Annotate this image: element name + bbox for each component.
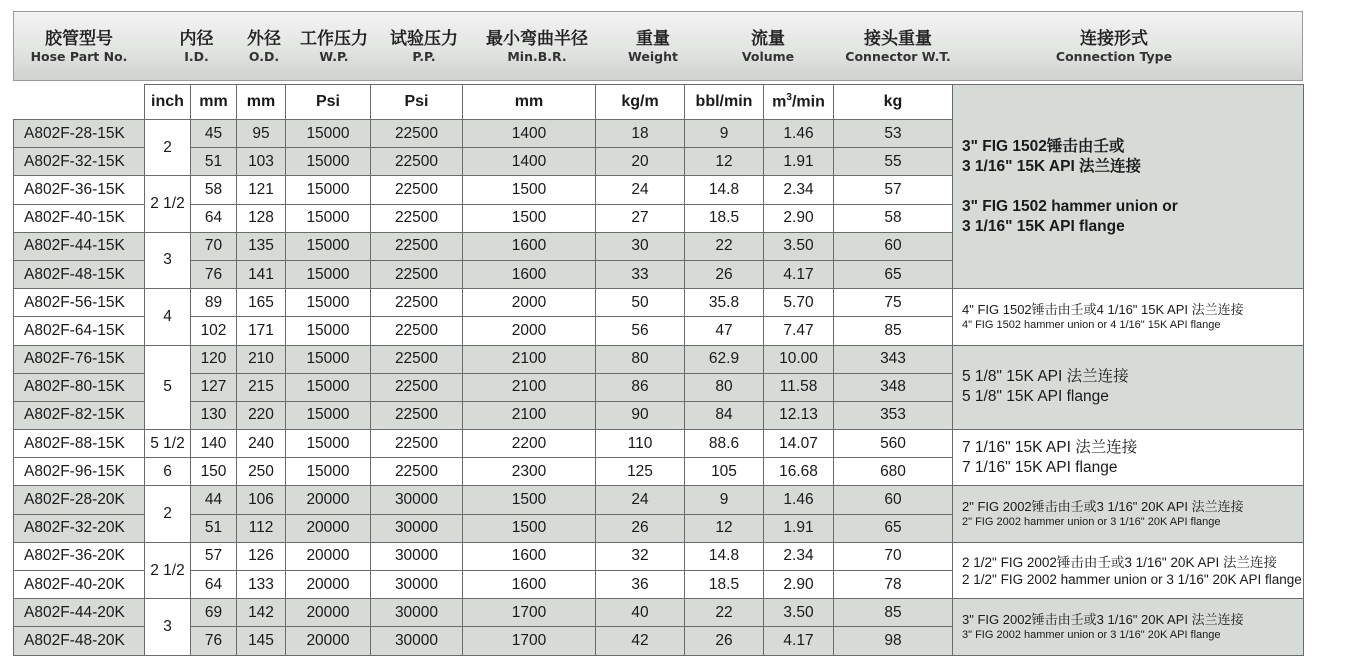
- header-od-en: O.D.: [248, 48, 280, 64]
- wp-cell: 20000: [286, 514, 371, 542]
- part-number-cell: A802F-80-15K: [14, 373, 145, 401]
- od-cell: 95: [237, 120, 286, 148]
- header-id-en: I.D.: [184, 48, 209, 64]
- m3-cell: 4.17: [764, 260, 834, 288]
- part-number-cell: A802F-48-20K: [14, 627, 145, 655]
- w-cell: 86: [596, 373, 685, 401]
- od-cell: 215: [237, 373, 286, 401]
- header-part-no-cn: 胶管型号: [45, 28, 113, 49]
- header-weight: [608, 12, 698, 80]
- part-number-cell: A802F-44-20K: [14, 599, 145, 627]
- connection-1-cn-2: 3 1/16" 15K API 法兰连接: [962, 157, 1142, 175]
- wp-cell: 15000: [286, 373, 371, 401]
- w-cell: 50: [596, 289, 685, 317]
- units-blank: [14, 85, 145, 120]
- bbl-cell: 84: [685, 401, 764, 429]
- od-cell: 103: [237, 148, 286, 176]
- pp-cell: 30000: [371, 514, 463, 542]
- bbl-cell: 26: [685, 627, 764, 655]
- mm-cell: 76: [191, 627, 237, 655]
- mbr-cell: 2300: [463, 458, 596, 486]
- w-cell: 110: [596, 430, 685, 458]
- header-od-cn: 外径: [247, 28, 281, 49]
- unit-psi-wp: Psi: [286, 85, 371, 120]
- m3-cell: 1.46: [764, 120, 834, 148]
- header-mbr-cn: 最小弯曲半径: [486, 28, 588, 49]
- mbr-cell: 2100: [463, 345, 596, 373]
- pp-cell: 22500: [371, 260, 463, 288]
- mm-cell: 120: [191, 345, 237, 373]
- bbl-cell: 18.5: [685, 571, 764, 599]
- connection-c6-en: 2 1/2" FIG 2002 hammer union or 3 1/16" 20K API flange: [962, 571, 1302, 587]
- mm-cell: 69: [191, 599, 237, 627]
- connection-c5-en: 2" FIG 2002 hammer union or 3 1/16" 20K API flange: [962, 516, 1221, 529]
- bbl-cell: 12: [685, 514, 764, 542]
- od-cell: 165: [237, 289, 286, 317]
- hose-spec-table: [13, 84, 1304, 656]
- mm-cell: 64: [191, 204, 237, 232]
- connection-c5-cn: 2" FIG 2002锤击由壬或3 1/16" 20K API 法兰连接: [962, 499, 1244, 515]
- kg-cell: 353: [834, 401, 953, 429]
- m3-cell: 16.68: [764, 458, 834, 486]
- mbr-cell: 2100: [463, 373, 596, 401]
- part-number-cell: A802F-96-15K: [14, 458, 145, 486]
- mbr-cell: 1600: [463, 542, 596, 570]
- mm-cell: 57: [191, 542, 237, 570]
- mm-cell: 150: [191, 458, 237, 486]
- bbl-cell: 35.8: [685, 289, 764, 317]
- kg-cell: 53: [834, 120, 953, 148]
- wp-cell: 15000: [286, 260, 371, 288]
- m3-cell: 12.13: [764, 401, 834, 429]
- mm-cell: 102: [191, 317, 237, 345]
- mbr-cell: 2100: [463, 401, 596, 429]
- kg-cell: 75: [834, 289, 953, 317]
- pp-cell: 30000: [371, 599, 463, 627]
- inch-size-cell: 4: [145, 289, 191, 345]
- connection-c7-cn: 3" FIG 2002锤击由壬或3 1/16" 20K API 法兰连接: [962, 611, 1244, 627]
- connection-cell-c5: [953, 486, 1304, 542]
- pp-cell: 22500: [371, 430, 463, 458]
- header-connector-en: Connector W.T.: [845, 48, 951, 64]
- header-connector: [836, 12, 960, 80]
- w-cell: 125: [596, 458, 685, 486]
- part-number-cell: A802F-28-15K: [14, 120, 145, 148]
- od-cell: 133: [237, 571, 286, 599]
- kg-cell: 348: [834, 373, 953, 401]
- pp-cell: 22500: [371, 148, 463, 176]
- kg-cell: 560: [834, 430, 953, 458]
- bbl-cell: 14.8: [685, 176, 764, 204]
- bbl-cell: 18.5: [685, 204, 764, 232]
- connection-cell-1: [953, 85, 1304, 289]
- part-number-cell: A802F-76-15K: [14, 345, 145, 373]
- w-cell: 90: [596, 401, 685, 429]
- w-cell: 40: [596, 599, 685, 627]
- m3-cell: 11.58: [764, 373, 834, 401]
- w-cell: 24: [596, 486, 685, 514]
- mm-cell: 130: [191, 401, 237, 429]
- table-row: [14, 345, 1304, 373]
- wp-cell: 15000: [286, 204, 371, 232]
- w-cell: 18: [596, 120, 685, 148]
- w-cell: 20: [596, 148, 685, 176]
- wp-cell: 20000: [286, 571, 371, 599]
- pp-cell: 22500: [371, 373, 463, 401]
- od-cell: 141: [237, 260, 286, 288]
- m3-cell: 2.34: [764, 542, 834, 570]
- wp-cell: 15000: [286, 317, 371, 345]
- unit-kg: kg: [834, 85, 953, 120]
- connection-c7-en: 3" FIG 2002 hammer union or 3 1/16" 20K API flange: [962, 628, 1221, 641]
- unit-m3-tail: /min: [791, 93, 825, 111]
- header-connection-cn: 连接形式: [1080, 28, 1148, 49]
- wp-cell: 15000: [286, 401, 371, 429]
- header-volume-cn: 流量: [751, 28, 785, 49]
- header-connection-en: Connection Type: [1055, 48, 1173, 64]
- od-cell: 171: [237, 317, 286, 345]
- bbl-cell: 9: [685, 120, 764, 148]
- unit-mm-id: mm: [191, 85, 237, 120]
- od-cell: 142: [237, 599, 286, 627]
- pp-cell: 22500: [371, 401, 463, 429]
- kg-cell: 65: [834, 514, 953, 542]
- od-cell: 135: [237, 232, 286, 260]
- mbr-cell: 1500: [463, 514, 596, 542]
- part-number-cell: A802F-40-20K: [14, 571, 145, 599]
- header-volume-en: Volume: [741, 48, 795, 64]
- bbl-cell: 22: [685, 599, 764, 627]
- wp-cell: 15000: [286, 148, 371, 176]
- kg-cell: 343: [834, 345, 953, 373]
- w-cell: 56: [596, 317, 685, 345]
- od-cell: 240: [237, 430, 286, 458]
- kg-cell: 65: [834, 260, 953, 288]
- mbr-cell: 1400: [463, 120, 596, 148]
- m3-cell: 2.90: [764, 204, 834, 232]
- header-pp-cn: 试验压力: [390, 28, 458, 49]
- kg-cell: 98: [834, 627, 953, 655]
- pp-cell: 30000: [371, 627, 463, 655]
- m3-cell: 7.47: [764, 317, 834, 345]
- od-cell: 121: [237, 176, 286, 204]
- mm-cell: 140: [191, 430, 237, 458]
- connection-c2-cn: 4" FIG 1502锤击由壬或4 1/16" 15K API 法兰连接: [962, 301, 1244, 317]
- od-cell: 250: [237, 458, 286, 486]
- mm-cell: 51: [191, 514, 237, 542]
- w-cell: 24: [596, 176, 685, 204]
- wp-cell: 20000: [286, 542, 371, 570]
- wp-cell: 15000: [286, 430, 371, 458]
- m3-cell: 4.17: [764, 627, 834, 655]
- kg-cell: 680: [834, 458, 953, 486]
- pp-cell: 22500: [371, 176, 463, 204]
- m3-cell: 1.91: [764, 148, 834, 176]
- od-cell: 112: [237, 514, 286, 542]
- m3-cell: 1.46: [764, 486, 834, 514]
- w-cell: 42: [596, 627, 685, 655]
- bbl-cell: 26: [685, 260, 764, 288]
- kg-cell: 60: [834, 486, 953, 514]
- part-number-cell: A802F-48-15K: [14, 260, 145, 288]
- connection-c4-en: 7 1/16" 15K API flange: [962, 458, 1118, 476]
- bbl-cell: 12: [685, 148, 764, 176]
- connection-c4-cn: 7 1/16" 15K API 法兰连接: [962, 438, 1138, 456]
- pp-cell: 22500: [371, 458, 463, 486]
- wp-cell: 20000: [286, 627, 371, 655]
- pp-cell: 22500: [371, 120, 463, 148]
- unit-inch: inch: [145, 85, 191, 120]
- header-weight-en: Weight: [628, 48, 678, 64]
- connection-cell-c6: [953, 542, 1304, 598]
- w-cell: 36: [596, 571, 685, 599]
- od-cell: 106: [237, 486, 286, 514]
- kg-cell: 57: [834, 176, 953, 204]
- header-od: [239, 12, 289, 80]
- inch-size-cell: 2: [145, 120, 191, 176]
- part-number-cell: A802F-40-15K: [14, 204, 145, 232]
- wp-cell: 15000: [286, 120, 371, 148]
- od-cell: 145: [237, 627, 286, 655]
- header-connector-cn: 接头重量: [864, 28, 932, 49]
- unit-m3-per-min: [764, 85, 834, 120]
- od-cell: 128: [237, 204, 286, 232]
- bbl-cell: 22: [685, 232, 764, 260]
- wp-cell: 15000: [286, 458, 371, 486]
- inch-size-cell: 3: [145, 232, 191, 288]
- part-number-cell: A802F-64-15K: [14, 317, 145, 345]
- pp-cell: 22500: [371, 289, 463, 317]
- connection-1-cn-1: 3" FIG 1502锤击由壬或: [962, 137, 1125, 155]
- m3-cell: 5.70: [764, 289, 834, 317]
- mbr-cell: 1700: [463, 599, 596, 627]
- connection-cell-c3: [953, 345, 1304, 430]
- mm-cell: 58: [191, 176, 237, 204]
- inch-size-cell: 6: [145, 458, 191, 486]
- wp-cell: 15000: [286, 176, 371, 204]
- w-cell: 26: [596, 514, 685, 542]
- m3-cell: 10.00: [764, 345, 834, 373]
- m3-cell: 2.34: [764, 176, 834, 204]
- inch-size-cell: 2: [145, 486, 191, 542]
- header-mbr-en: Min.B.R.: [507, 48, 567, 64]
- header-id-cn: 内径: [179, 28, 214, 49]
- mbr-cell: 1500: [463, 486, 596, 514]
- bbl-cell: 14.8: [685, 542, 764, 570]
- mm-cell: 70: [191, 232, 237, 260]
- table-row: [14, 289, 1304, 317]
- bbl-cell: 80: [685, 373, 764, 401]
- wp-cell: 20000: [286, 486, 371, 514]
- wp-cell: 15000: [286, 232, 371, 260]
- m3-cell: 1.91: [764, 514, 834, 542]
- m3-cell: 14.07: [764, 430, 834, 458]
- bbl-cell: 105: [685, 458, 764, 486]
- part-number-cell: A802F-56-15K: [14, 289, 145, 317]
- header-part-no-en: Hose Part No.: [30, 48, 128, 64]
- w-cell: 32: [596, 542, 685, 570]
- mbr-cell: 1400: [463, 148, 596, 176]
- bbl-cell: 47: [685, 317, 764, 345]
- inch-size-cell: 2 1/2: [145, 542, 191, 598]
- header-pp: [382, 12, 466, 80]
- part-number-cell: A802F-32-15K: [14, 148, 145, 176]
- inch-size-cell: 5 1/2: [145, 430, 191, 458]
- mbr-cell: 1700: [463, 627, 596, 655]
- od-cell: 210: [237, 345, 286, 373]
- bbl-cell: 88.6: [685, 430, 764, 458]
- pp-cell: 22500: [371, 345, 463, 373]
- bbl-cell: 9: [685, 486, 764, 514]
- inch-size-cell: 3: [145, 599, 191, 655]
- table-header-band: [13, 11, 1303, 81]
- unit-psi-pp: Psi: [371, 85, 463, 120]
- header-volume: [704, 12, 832, 80]
- kg-cell: 85: [834, 599, 953, 627]
- unit-bbl-per-min: bbl/min: [685, 85, 764, 120]
- wp-cell: 20000: [286, 599, 371, 627]
- mm-cell: 89: [191, 289, 237, 317]
- mbr-cell: 2200: [463, 430, 596, 458]
- mbr-cell: 2000: [463, 289, 596, 317]
- unit-mm-od: mm: [237, 85, 286, 120]
- part-number-cell: A802F-44-15K: [14, 232, 145, 260]
- connection-c3-en: 5 1/8" 15K API flange: [962, 388, 1109, 406]
- unit-mm-mbr: mm: [463, 85, 596, 120]
- header-wp-en: W.P.: [319, 48, 349, 64]
- mbr-cell: 1500: [463, 204, 596, 232]
- part-number-cell: A802F-36-15K: [14, 176, 145, 204]
- w-cell: 33: [596, 260, 685, 288]
- m3-cell: 2.90: [764, 571, 834, 599]
- connection-c2-en: 4" FIG 1502 hammer union or 4 1/16" 15K API flange: [962, 318, 1221, 331]
- header-id: [164, 12, 229, 80]
- kg-cell: 58: [834, 204, 953, 232]
- mbr-cell: 1600: [463, 571, 596, 599]
- connection-1-en-1: 3" FIG 1502 hammer union or: [962, 197, 1178, 215]
- od-cell: 220: [237, 401, 286, 429]
- part-number-cell: A802F-82-15K: [14, 401, 145, 429]
- unit-kg-per-m: kg/m: [596, 85, 685, 120]
- m3-cell: 3.50: [764, 599, 834, 627]
- mbr-cell: 2000: [463, 317, 596, 345]
- part-number-cell: A802F-32-20K: [14, 514, 145, 542]
- part-number-cell: A802F-88-15K: [14, 430, 145, 458]
- w-cell: 80: [596, 345, 685, 373]
- kg-cell: 78: [834, 571, 953, 599]
- inch-size-cell: 2 1/2: [145, 176, 191, 232]
- m3-cell: 3.50: [764, 232, 834, 260]
- pp-cell: 22500: [371, 204, 463, 232]
- pp-cell: 30000: [371, 571, 463, 599]
- mbr-cell: 1600: [463, 232, 596, 260]
- inch-size-cell: 5: [145, 345, 191, 430]
- header-wp: [292, 12, 376, 80]
- kg-cell: 60: [834, 232, 953, 260]
- table-row: [14, 430, 1304, 458]
- table-row: [14, 599, 1304, 627]
- w-cell: 27: [596, 204, 685, 232]
- connection-cell-c7: [953, 599, 1304, 655]
- kg-cell: 55: [834, 148, 953, 176]
- pp-cell: 22500: [371, 232, 463, 260]
- part-number-cell: A802F-36-20K: [14, 542, 145, 570]
- mbr-cell: 1500: [463, 176, 596, 204]
- wp-cell: 15000: [286, 289, 371, 317]
- kg-cell: 70: [834, 542, 953, 570]
- pp-cell: 30000: [371, 486, 463, 514]
- bbl-cell: 62.9: [685, 345, 764, 373]
- connection-cell-c4: [953, 430, 1304, 486]
- mm-cell: 44: [191, 486, 237, 514]
- part-number-cell: A802F-28-20K: [14, 486, 145, 514]
- connection-cell-c2: [953, 289, 1304, 345]
- header-pp-en: P.P.: [412, 48, 436, 64]
- kg-cell: 85: [834, 317, 953, 345]
- unit-m3-base: m: [772, 93, 787, 111]
- connection-c3-cn: 5 1/8" 15K API 法兰连接: [962, 368, 1129, 386]
- connection-1-en-2: 3 1/16" 15K API flange: [962, 217, 1125, 235]
- mm-cell: 51: [191, 148, 237, 176]
- mm-cell: 127: [191, 373, 237, 401]
- mm-cell: 76: [191, 260, 237, 288]
- table-row: [14, 486, 1304, 514]
- header-connection: [964, 12, 1264, 80]
- od-cell: 126: [237, 542, 286, 570]
- header-part-no: [14, 12, 144, 80]
- units-row: [14, 85, 1304, 120]
- header-wp-cn: 工作压力: [300, 28, 368, 49]
- pp-cell: 22500: [371, 317, 463, 345]
- w-cell: 30: [596, 232, 685, 260]
- connection-c6-cn: 2 1/2" FIG 2002锤击由壬或3 1/16" 20K API 法兰连接: [962, 554, 1277, 570]
- pp-cell: 30000: [371, 542, 463, 570]
- header-weight-cn: 重量: [636, 28, 670, 49]
- mm-cell: 64: [191, 571, 237, 599]
- mm-cell: 45: [191, 120, 237, 148]
- unit-m3-sup: 3: [786, 92, 792, 104]
- wp-cell: 15000: [286, 345, 371, 373]
- header-mbr: [470, 12, 604, 80]
- mbr-cell: 1600: [463, 260, 596, 288]
- table-row: [14, 542, 1304, 570]
